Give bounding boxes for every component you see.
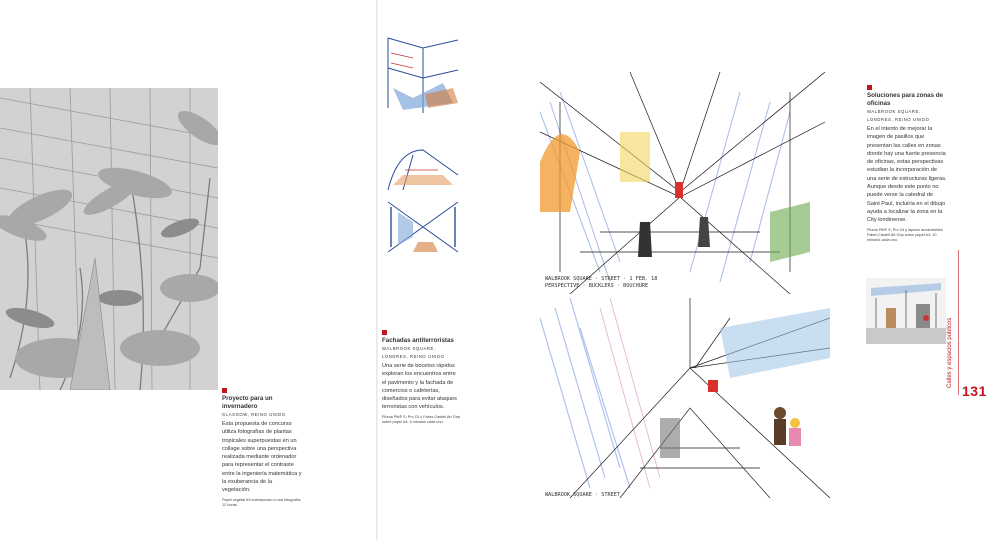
- office-street-thumbnail: [866, 278, 946, 344]
- book-spine: [376, 0, 378, 540]
- office-zones-caption: [867, 85, 947, 243]
- caption-title: Soluciones para zonas de oficinas: [867, 92, 943, 107]
- facade-caption: [382, 330, 460, 425]
- caption-title: Fachadas antiterroristas: [382, 337, 454, 344]
- caption-location: WALBROOK SQUARE, LONDRES, REINO UNIDO: [382, 346, 445, 359]
- sketch-annotation-bottom: WALBROOK SQUARE · STREET: [545, 492, 620, 498]
- caption-technique: Pluma Pitt® S; Pro Cil y lápices acuarelables Faber-Castell Art Grip sobre papel A4; 10 minutos cada uno.: [867, 227, 943, 242]
- sketch-annotation-mid: PERSPECTIVE · BUCKLERS · BOUCHURE: [545, 283, 649, 289]
- page-number: 131: [962, 383, 987, 399]
- greenhouse-collage-image: [0, 88, 218, 390]
- caption-technique: Pluma Pitt® S; Pro Cil y Faber-Castell Art Grip sobre papel A4; 4 minutos cada uno.: [382, 414, 460, 424]
- caption-marker: [222, 388, 227, 393]
- caption-location: GLASGOW, REINO UNIDO: [222, 412, 286, 417]
- street-sketch-top: [540, 72, 825, 294]
- caption-location: WALBROOK SQUARE, LONDRES, REINO UNIDO: [867, 109, 930, 122]
- sketch-annotation-top: WALBROOK SQUARE · STREET · 1 FEB. 18: [545, 276, 658, 282]
- caption-body: Esta propuesta de concurso utiliza fotografías de plantas tropicales superpuestas en un collage sobre una perspectiva realizada mediante ordenador para representar el contraste entre la ingeniería matemática y la exuberancia de la vegetación.: [222, 421, 302, 494]
- caption-body: En el intento de mejorar la imagen de pasillos que presentan las calles en zonas donde hay una fuerte presencia de oficinas, estas perspectivas estudian la incorporación de una serie de estructuras ligeras. Aunque desde este punto no puede verse la catedral de Saint Paul, incluiría en el dibujo ayuda a localizar la zona en la City londinense.: [867, 126, 947, 224]
- facade-sketch-2: [383, 145, 463, 195]
- facade-sketch-1: [383, 28, 463, 116]
- facade-sketch-3: [383, 197, 463, 257]
- caption-marker: [867, 85, 872, 90]
- caption-title: Proyecto para un invernadero: [222, 395, 273, 410]
- section-rule: [958, 250, 959, 395]
- street-sketch-bottom: [540, 298, 830, 498]
- greenhouse-caption: [222, 388, 302, 508]
- caption-marker: [382, 330, 387, 335]
- caption-technique: Papel vegetal A3 sobrepuesto a una fotografía; 12 horas.: [222, 497, 302, 507]
- sketch-annotation-block: [545, 276, 745, 290]
- section-label: Calles y espacios públicos: [947, 317, 953, 388]
- caption-body: Una serie de bocetos rápidos exploran los encuentros entre el pavimento y la fachada de comercios o cafeterías, diseñados para evitar ataques terroristas con vehículos.: [382, 363, 457, 411]
